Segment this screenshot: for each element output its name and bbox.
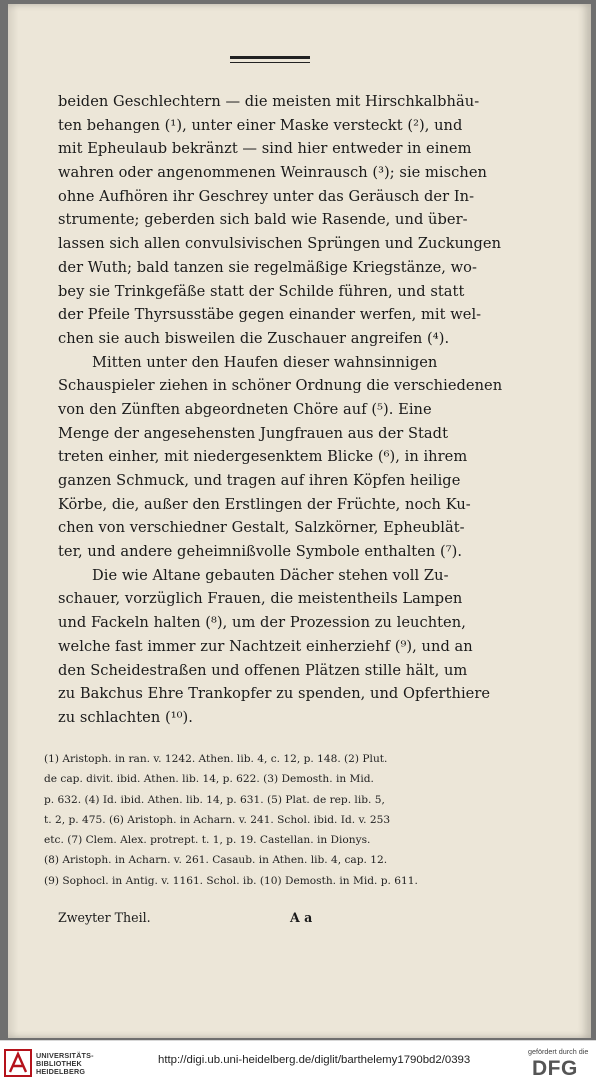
- text-line: der Wuth; bald tanzen sie regelmäßige Kriegstänze, wo-: [58, 258, 477, 276]
- text-line: strumente; geberden sich bald wie Rasende, und über-: [58, 211, 468, 229]
- text-line: bey sie Trinkgefäße statt der Schilde führen, und statt: [58, 282, 465, 300]
- text-line: Körbe, die, außer den Erstlingen der Früchte, noch Ku-: [58, 495, 471, 513]
- text-line: schauer, vorzüglich Frauen, die meistentheils Lampen: [58, 590, 463, 608]
- page-footer: [58, 910, 498, 934]
- footnotes: [44, 749, 494, 891]
- text-line: chen sie auch bisweilen die Zuschauer angreifen (⁴).: [58, 329, 450, 347]
- book-page: [8, 4, 591, 1038]
- dfg-logo-icon[interactable]: DFG: [532, 1057, 578, 1080]
- signature-mark: A a: [290, 910, 313, 925]
- library-name[interactable]: UNIVERSITÄTS- BIBLIOTHEK HEIDELBERG: [36, 1051, 94, 1076]
- text-line: ganzen Schmuck, und tragen auf ihren Köpfen heilige: [58, 472, 461, 489]
- text-line: welche fast immer zur Nachtzeit einherziehf (⁹), und an: [58, 637, 473, 655]
- text-line: von den Zünften abgeordneten Chöre auf (⁵). Eine: [58, 400, 432, 418]
- funder-label: gefördert durch die: [528, 1047, 589, 1056]
- text-line: Mitten unter den Haufen dieser wahnsinnigen: [92, 353, 438, 371]
- text-line: mit Epheulaub bekränzt — sind hier entweder in einem: [58, 140, 472, 158]
- footnote-line: t. 2, p. 475. (6) Aristoph. in Acharn. v. 241. Schol. ibid. Id. v. 253: [44, 813, 391, 826]
- footnote-line: (1) Aristoph. in ran. v. 1242. Athen. lib. 4, c. 12, p. 148. (2) Plut.: [44, 753, 388, 765]
- volume-label: Zweyter Theil.: [58, 910, 151, 925]
- text-line: ten behangen (¹), unter einer Maske versteckt (²), und: [58, 116, 463, 134]
- text-line: der Pfeile Thyrsusstäbe gegen einander werfen, mit wel-: [58, 306, 482, 324]
- university-library-logo-icon[interactable]: [4, 1048, 32, 1078]
- footnote-line: etc. (7) Clem. Alex. protrept. t. 1, p. 19. Castellan. in Dionys.: [44, 834, 371, 847]
- viewer-footer-bar: [0, 1040, 596, 1085]
- text-line: zu Bakchus Ehre Trankopfer zu spenden, und Opferthiere: [58, 685, 491, 703]
- footnote-line: (9) Sophocl. in Antig. v. 1161. Schol. ib. (10) Demosth. in Mid. p. 611.: [44, 874, 418, 887]
- body-text: [58, 90, 503, 730]
- source-url-link[interactable]: http://digi.ub.uni-heidelberg.de/diglit/barthelemy1790bd2/0393: [158, 1054, 471, 1066]
- header-rule: [230, 56, 310, 63]
- text-line: Menge der angesehensten Jungfrauen aus der Stadt: [58, 424, 448, 442]
- footnote-line: p. 632. (4) Id. ibid. Athen. lib. 14, p. 631. (5) Plat. de rep. lib. 5,: [44, 793, 385, 806]
- text-line: den Scheidestraßen und offenen Plätzen stille hält, um: [58, 661, 468, 679]
- footnote-line: de cap. divit. ibid. Athen. lib. 14, p. 622. (3) Demosth. in Mid.: [44, 773, 374, 786]
- text-line: und Fackeln halten (⁸), um der Prozession zu leuchten,: [58, 614, 466, 632]
- text-line: chen von verschiedner Gestalt, Salzkörner, Epheublät-: [58, 519, 465, 537]
- footnote-line: (8) Aristoph. in Acharn. v. 261. Casaub. in Athen. lib. 4, cap. 12.: [44, 854, 388, 867]
- text-line: beiden Geschlechtern — die meisten mit Hirschkalbhäu-: [58, 93, 480, 110]
- text-line: ohne Aufhören ihr Geschrey unter das Geräusch der In-: [58, 187, 475, 205]
- text-line: zu schlachten (¹⁰).: [58, 708, 193, 726]
- text-line: lassen sich allen convulsivischen Sprüngen und Zuckungen: [58, 235, 502, 253]
- text-line: Schauspieler ziehen in schöner Ordnung die verschiedenen: [58, 377, 503, 395]
- text-line: wahren oder angenommenen Weinrausch (³); sie mischen: [58, 164, 487, 182]
- text-line: treten einher, mit niedergesenktem Blicke (⁶), in ihrem: [58, 448, 468, 466]
- text-line: Die wie Altane gebauten Dächer stehen voll Zu-: [92, 566, 449, 584]
- text-line: ter, und andere geheimnißvolle Symbole enthalten (⁷).: [58, 543, 463, 561]
